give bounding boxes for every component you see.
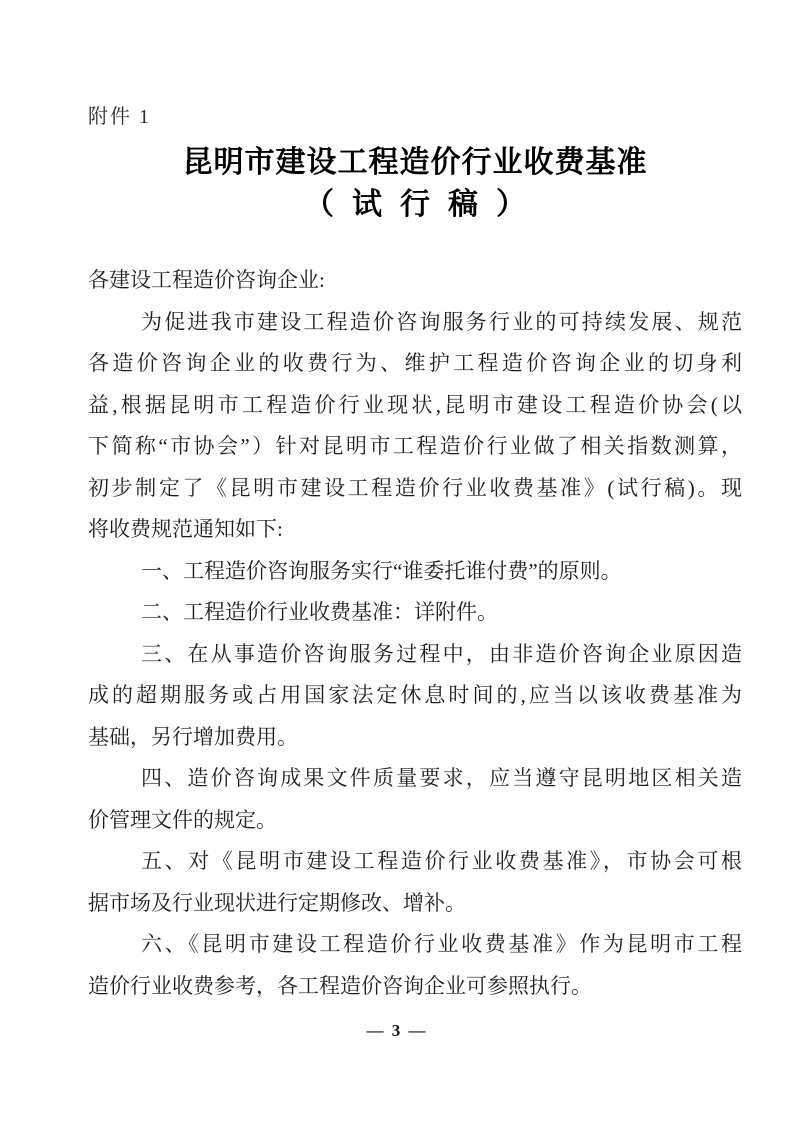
body-line: 为促进我市建设工程造价咨询服务行业的可持续发展、规范 <box>141 309 742 334</box>
body-line-item-1: 一、工程造价咨询服务实行“谁委托谁付费”的原则。 <box>141 558 622 583</box>
document-title <box>88 142 742 226</box>
body-line: 各造价咨询企业的收费行为、维护工程造价咨询企业的切身利 <box>88 351 742 375</box>
body-line: 据市场及行业现状进行定期修改、增补。 <box>88 890 466 915</box>
body-line-item-2: 二、工程造价行业收费基准：详附件。 <box>141 600 498 624</box>
document-title-line1: 昆明市建设工程造价行业收费基准 <box>182 146 648 179</box>
document-body <box>88 260 742 1007</box>
body-line-item-3: 三、在从事造价咨询服务过程中，由非造价咨询企业原因造 <box>141 641 742 666</box>
document-title-line2: （试行稿） <box>304 188 544 221</box>
body-line: 下简称“市协会”）针对昆明市工程造价行业做了相关指数测算， <box>88 434 742 458</box>
body-line: 将收费规范通知如下: <box>88 517 283 541</box>
page-number: — 3 — <box>366 1021 428 1040</box>
body-line: 益,根据昆明市工程造价行业现状,昆明市建设工程造价协会(以 <box>88 392 742 417</box>
body-line-item-6: 六、《昆明市建设工程造价行业收费基准》作为昆明市工程 <box>141 932 742 956</box>
body-line: 基础，另行增加费用。 <box>88 724 298 749</box>
attachment-label: 附件 1 <box>88 106 151 128</box>
body-line-item-5: 五、对《昆明市建设工程造价行业收费基准》，市协会可根 <box>141 849 742 873</box>
body-line: 价管理文件的规定。 <box>88 807 277 832</box>
body-line-item-4: 四、造价咨询成果文件质量要求，应当遵守昆明地区相关造 <box>141 766 742 790</box>
body-line-salutation: 各建设工程造价咨询企业: <box>88 268 325 292</box>
body-line: 造价行业收费参考，各工程造价咨询企业可参照执行。 <box>88 973 592 998</box>
body-line: 初步制定了《昆明市建设工程造价行业收费基准》(试行稿)。现 <box>88 475 742 500</box>
body-line: 成的超期服务或占用国家法定休息时间的,应当以该收费基准为 <box>88 683 742 707</box>
